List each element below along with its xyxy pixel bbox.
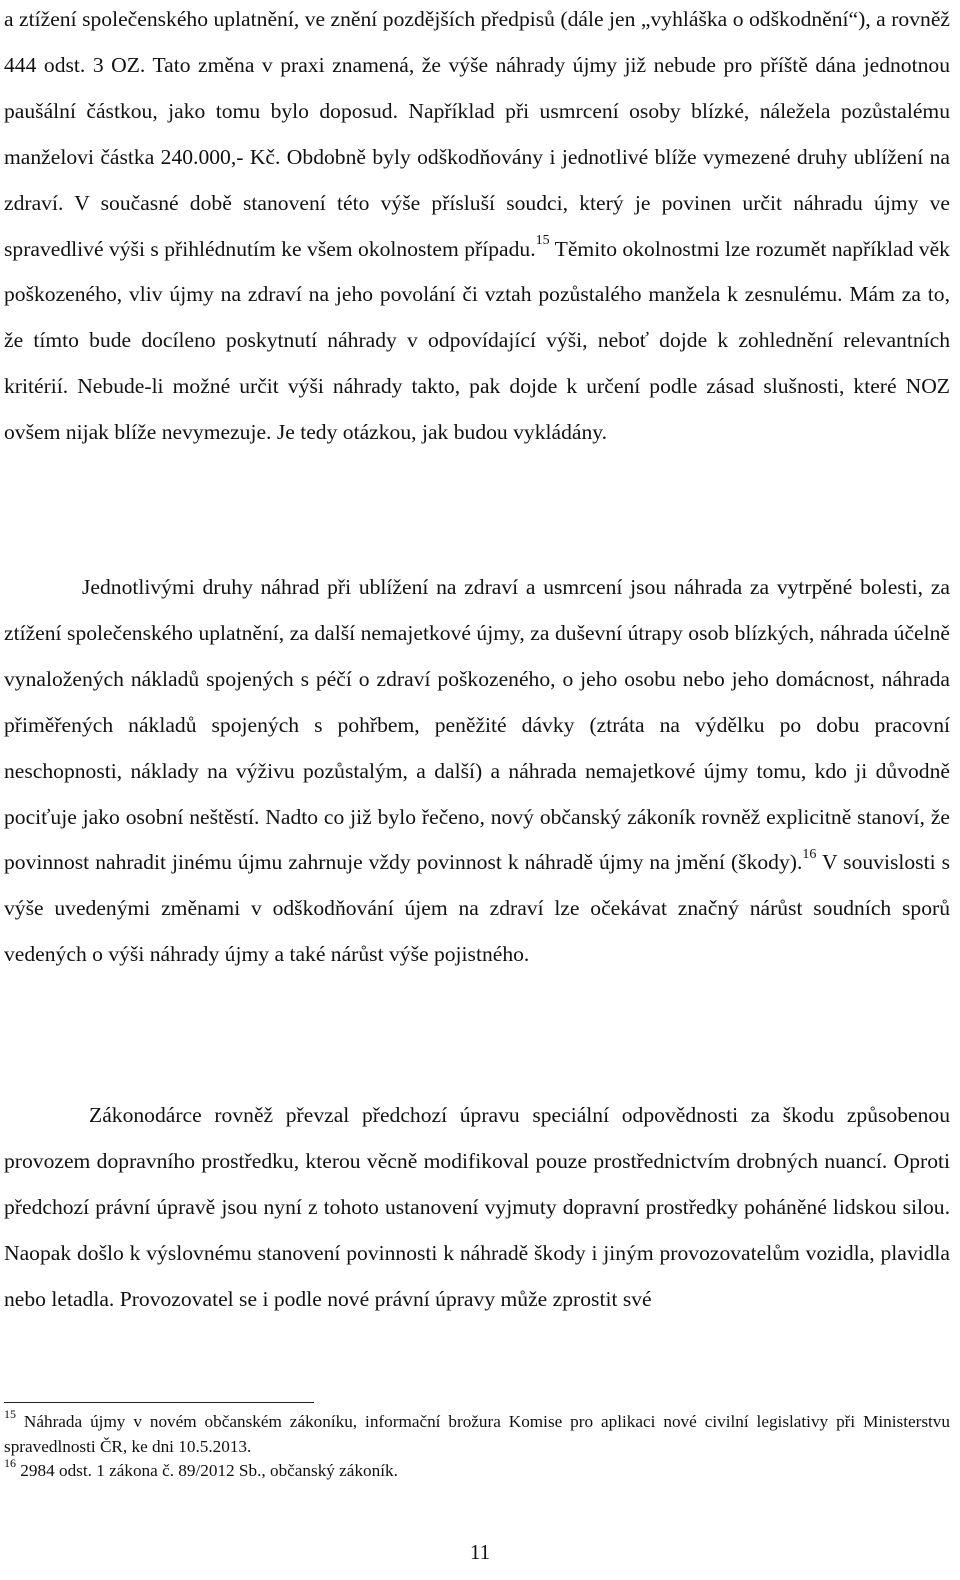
footnote-separator <box>4 1402 314 1403</box>
footnotes <box>4 1407 950 1484</box>
footnote-text: 2984 odst. 1 zákona č. 89/2012 Sb., občanský zákoník. <box>16 1461 398 1480</box>
paragraph-1 <box>4 0 950 456</box>
footnote-number: 16 <box>4 1456 16 1471</box>
paragraph-3-text: Zákonodárce rovněž převzal předchozí úpravu speciální odpovědnosti za škodu způsobenou provozem dopravního prostředku, kterou věcně modifikoval pouze prostřednictvím drobných nuancí. Oproti předchozí právní úpravě jsou nyní z tohoto ustanovení vyjmuty dopravní prostředky poháněné lidskou silou. Naopak došlo k výslovnému stanovení povinnosti k náhradě škody i jiným provozovatelům vozidla, plavidla nebo letadla. Provozovatel se i podle nové právní úpravy může zprostit své <box>4 1103 950 1311</box>
paragraph-2-text-b: V souvislosti s výše uvedenými změnami v odškodňování újem na zdraví lze očekávat značný nárůst soudních sporů vedených o výši náhrady újmy a také nárůst výše pojistného. <box>4 850 950 967</box>
paragraph-1-text-a: a ztížení společenského uplatnění, ve znění pozdějších předpisů (dále jen „vyhláška o odškodnění“), a rovněž 444 odst. 3 OZ. Tato změna v praxi znamená, že výše náhrady újmy již nebude pro příště dána jednotnou paušální částkou, jako tomu bylo doposud. Například při usmrcení osoby blízké, náležela pozůstalému manželovi částka 240.000,- Kč. Obdobně byly odškodňovány i jednotlivé blíže vymezené druhy ublížení na zdraví. V současné době stanovení této výše přísluší soudci, který je povinen určit náhradu újmy ve spravedlivé výši s přihlédnutím ke všem okolnostem případu. <box>4 7 950 261</box>
footnote-text: Náhrada újmy v novém občanském zákoníku, informační brožura Komise pro aplikaci nové civilní legislativy při Ministerstvu spravedlnosti ČR, ke dni 10.5.2013. <box>4 1412 950 1456</box>
footnote-number: 15 <box>4 1407 16 1422</box>
paragraph-2-text-a: Jednotlivými druhy náhrad při ublížení na zdraví a usmrcení jsou náhrada za vytrpěné bolesti, za ztížení společenského uplatnění, za další nemajetkové újmy, za duševní útrapy osob blízkých, náhrada účelně vynaložených nákladů spojených s péčí o zdraví poškozeného, o jeho osobu nebo jeho domácnost, náhrada přiměřených nákladů spojených s pohřbem, peněžité dávky (ztráta na výdělku po dobu pracovní neschopnosti, náklady na výživu pozůstalým, a další) a náhrada nemajetkové újmy tomu, kdo ji důvodně pociťuje jako osobní neštěstí. Nadto co již bylo řečeno, nový občanský zákoník rovněž explicitně stanoví, že povinnost nahradit jinému újmu zahrnuje vždy povinnost k náhradě újmy na jmění (škody). <box>4 575 950 875</box>
paragraph-1-text-b: Těmito okolnostmi lze rozumět například věk poškozeného, vliv újmy na zdraví na jeho povolání či vztah pozůstalého manžela k zesnulému. Mám za to, že tímto bude docíleno poskytnutí náhrady v odpovídající výši, neboť dojde k zohlednění relevantních kritérií. Nebude-li možné určit výši náhrady takto, pak dojde k určení podle zásad slušnosti, které NOZ ovšem nijak blíže nevymezuje. Je tedy otázkou, jak budou vykládány. <box>4 236 950 445</box>
paragraph-3 <box>4 1093 950 1323</box>
paragraph-2 <box>4 565 950 978</box>
page-number: 11 <box>469 1540 491 1564</box>
footnote-ref-15[interactable]: 15 <box>535 233 550 249</box>
footnote-15 <box>4 1407 950 1459</box>
footnote-16 <box>4 1456 950 1484</box>
footnote-ref-16[interactable]: 16 <box>802 847 817 863</box>
